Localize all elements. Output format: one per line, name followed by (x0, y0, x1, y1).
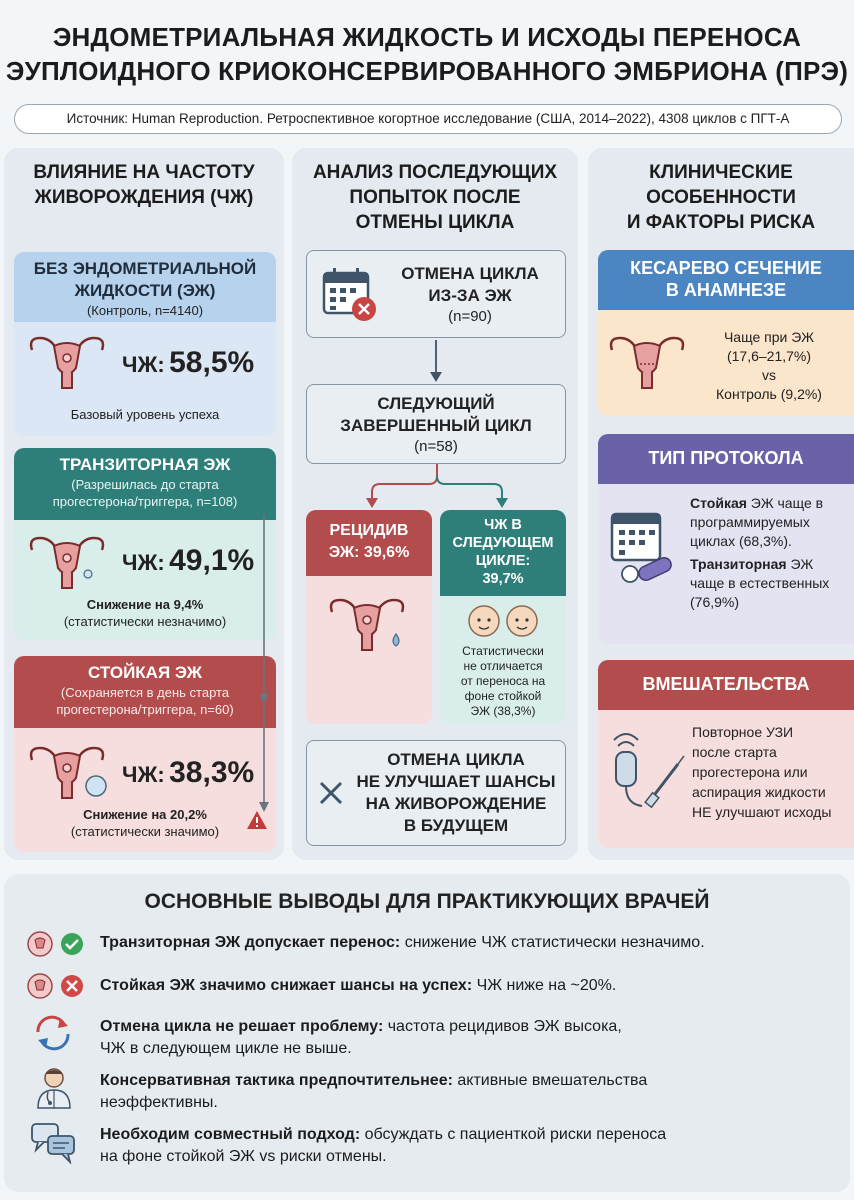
lbr-next-note2: не отличается (463, 659, 543, 673)
conclusion-3-text: частота рецидивов ЭЖ высока, (383, 1018, 622, 1035)
conclusion-5-bold: Необходим совместный подход: (100, 1126, 361, 1143)
left-heading-line2: ЖИВОРОЖДЕНИЯ (ЧЖ) (34, 187, 254, 208)
branch-arrows (352, 464, 522, 510)
cesarean-text1: Чаще при ЭЖ (723, 329, 815, 345)
page-title-line2: ЭУПЛОИДНОГО КРИОКОНСЕРВИРОВАННОГО ЭМБРИОНА (ПРЭ) (5, 56, 849, 86)
verdict-line2: НЕ УЛУЧШАЕТ ШАНСЫ (356, 772, 556, 791)
page-title (0, 20, 854, 88)
cesarean-card (598, 250, 854, 416)
persistent-sub-line1: (Сохраняется в день старта (60, 685, 230, 700)
interventions-text4: аспирация жидкости (692, 784, 826, 800)
middle-heading-line1: АНАЛИЗ ПОСЛЕДУЮЩИХ (312, 162, 558, 183)
interventions-card (598, 660, 854, 848)
uterus-relapse-icon (324, 590, 414, 660)
page-title-line1: ЭНДОМЕТРИАЛЬНАЯ ЖИДКОСТЬ И ИСХОДЫ ПЕРЕНОСА (52, 22, 802, 52)
lbr-next-note3: от переноса на (460, 674, 546, 688)
relapse-card (306, 510, 432, 724)
lbr-next-line1: ЧЖ В (484, 517, 522, 533)
middle-heading-line2: ПОПЫТОК ПОСЛЕ (349, 187, 521, 208)
no-fluid-note: Базовый уровень успеха (70, 407, 220, 422)
lbr-next-line3: ЦИКЛЕ: (475, 553, 531, 569)
right-heading-line2: ОСОБЕННОСТИ (646, 187, 796, 208)
cycle-arrows-icon (32, 1014, 74, 1052)
protocol-text6: (76,9%) (690, 594, 740, 610)
transient-note: (статистически незначимо) (63, 614, 227, 629)
interventions-text3: прогестерона или (692, 764, 808, 780)
ultrasound-probe-icon (608, 732, 688, 822)
uterus-cross-icon (26, 972, 88, 1000)
lbr-next-cycle-card (440, 510, 566, 724)
chat-bubbles-icon (30, 1120, 78, 1164)
conclusion-5-text: обсуждать с пациенткой риски переноса (360, 1126, 667, 1143)
uterus-check-icon (26, 930, 88, 958)
persistent-lbr-label: ЧЖ: (122, 762, 165, 787)
cancel-cycle-line2: ИЗ-ЗА ЭЖ (428, 286, 512, 305)
persistent-sub-line2: прогестерона/триггера, n=60) (56, 702, 234, 717)
right-column (588, 148, 854, 860)
card-no-fluid (14, 252, 276, 436)
conclusions-heading: ОСНОВНЫЕ ВЫВОДЫ ДЛЯ ПРАКТИКУЮЩИХ ВРАЧЕЙ (144, 890, 710, 913)
trend-arrow (256, 514, 272, 814)
verdict-line4: В БУДУЩЕМ (403, 816, 509, 835)
conclusion-2-bold: Стойкая ЭЖ значимо снижает шансы на успех: (100, 977, 473, 994)
no-fluid-lbr-value: 58,5% (169, 346, 255, 379)
transient-sub-line2: прогестерона/триггера, n=108) (52, 494, 238, 509)
cesarean-text4: Контроль (9,2%) (716, 386, 822, 402)
card-persistent (14, 656, 276, 852)
no-fluid-lbr-label: ЧЖ: (122, 352, 165, 377)
cancel-cycle-box (306, 250, 566, 338)
uterus-icon (24, 328, 110, 394)
cesarean-text3: vs (762, 367, 776, 383)
cross-icon (317, 779, 345, 807)
protocol-card (598, 434, 854, 644)
transient-title: ТРАНЗИТОРНАЯ ЭЖ (59, 455, 231, 474)
persistent-note-bold: Снижение на 20,2% (83, 807, 207, 822)
conclusion-4-bold: Консервативная тактика предпочтительнее: (100, 1072, 453, 1089)
interventions-text5: НЕ улучшают исходы (692, 804, 832, 820)
source-citation: Источник: Human Reproduction. Ретроспективное когортное исследование (США, 2014–2022), 4308 циклов с ПГТ-А (14, 104, 842, 134)
no-fluid-title-line2: ЖИДКОСТИ (ЭЖ) (74, 281, 216, 300)
conclusion-1-text: снижение ЧЖ статистически незначимо. (400, 934, 705, 951)
conclusion-item-1 (100, 932, 705, 954)
transient-note-bold: Снижение на 9,4% (86, 597, 204, 612)
protocol-transient-bold: Транзиторная (690, 556, 787, 572)
protocol-text2: программируемых (690, 514, 810, 530)
cancel-cycle-line1: ОТМЕНА ЦИКЛА (401, 264, 539, 283)
calendar-pills-icon (608, 506, 678, 586)
left-column (4, 148, 284, 860)
transient-lbr-value: 49,1% (169, 544, 255, 577)
conclusion-3-bold: Отмена цикла не решает проблему: (100, 1018, 384, 1035)
conclusion-1-bold: Транзиторная ЭЖ допускает перенос: (100, 934, 401, 951)
interventions-title: ВМЕШАТЕЛЬСТВА (642, 674, 810, 694)
relapse-line1: РЕЦИДИВ (329, 522, 409, 539)
protocol-title: ТИП ПРОТОКОЛА (648, 448, 804, 468)
relapse-line2: ЭЖ: 39,6% (328, 544, 410, 561)
uterus-scar-icon (604, 328, 690, 398)
card-transient (14, 448, 276, 640)
doctor-icon (34, 1066, 74, 1110)
babies-icon (464, 602, 544, 640)
protocol-text4: ЭЖ (786, 556, 814, 572)
no-fluid-title-line1: БЕЗ ЭНДОМЕТРИАЛЬНОЙ (33, 259, 257, 278)
next-cycle-line2: ЗАВЕРШЕННЫЙ ЦИКЛ (340, 416, 532, 435)
calendar-cancel-icon (321, 265, 379, 325)
middle-column-heading (292, 160, 578, 235)
conclusion-item-5 (100, 1124, 666, 1168)
left-heading-line1: ВЛИЯНИЕ НА ЧАСТОТУ (33, 162, 255, 183)
uterus-droplet-icon (24, 528, 110, 594)
conclusion-item-3 (100, 1016, 622, 1060)
no-fluid-subtitle: (Контроль, n=4140) (86, 303, 204, 318)
protocol-text1: ЭЖ чаще в (746, 495, 824, 511)
left-column-heading (4, 160, 284, 210)
right-heading-line1: КЛИНИЧЕСКИЕ (649, 162, 793, 183)
verdict-line1: ОТМЕНА ЦИКЛА (387, 750, 525, 769)
persistent-lbr-value: 38,3% (169, 756, 255, 789)
verdict-line3: НА ЖИВОРОЖДЕНИЕ (365, 794, 547, 813)
conclusion-5-line2: на фоне стойкой ЭЖ vs риски отмены. (100, 1148, 387, 1165)
transient-lbr-label: ЧЖ: (122, 550, 165, 575)
conclusion-4-text: активные вмешательства (452, 1072, 648, 1089)
next-cycle-box (306, 384, 566, 464)
right-column-heading (588, 160, 854, 235)
transient-sub-line1: (Разрешилась до старта (71, 477, 219, 492)
lbr-next-note5: ЭЖ (38,3%) (470, 704, 536, 718)
right-heading-line3: И ФАКТОРЫ РИСКА (626, 212, 816, 233)
conclusion-2-text: ЧЖ ниже на ~20%. (472, 977, 617, 994)
conclusion-4-line2: неэффективны. (100, 1094, 218, 1111)
interventions-text2: после старта (692, 744, 777, 760)
next-cycle-n: (n=58) (414, 438, 458, 455)
cesarean-title-line2: В АНАМНЕЗЕ (665, 280, 787, 300)
verdict-box (306, 740, 566, 846)
lbr-next-line2: СЛЕДУЮЩЕМ (452, 535, 554, 551)
lbr-next-note4: фоне стойкой (464, 689, 542, 703)
next-cycle-line1: СЛЕДУЮЩИЙ (377, 394, 495, 413)
conclusion-item-4 (100, 1070, 647, 1114)
cancel-cycle-n: (n=90) (448, 308, 492, 325)
persistent-title: СТОЙКАЯ ЭЖ (88, 663, 202, 682)
protocol-text5: чаще в естественных (690, 575, 830, 591)
uterus-fluid-icon (24, 738, 114, 804)
down-arrow-icon (429, 340, 443, 384)
cesarean-text2: (17,6–21,7%) (726, 348, 812, 364)
lbr-next-line4: 39,7% (482, 571, 524, 587)
conclusion-item-2 (100, 975, 616, 997)
persistent-note: (статистически значимо) (70, 824, 220, 839)
lbr-next-note1: Статистически (462, 644, 544, 658)
cesarean-title-line1: КЕСАРЕВО СЕЧЕНИЕ (630, 258, 822, 278)
middle-heading-line3: ОТМЕНЫ ЦИКЛА (355, 212, 515, 233)
protocol-persistent-bold: Стойкая (690, 495, 747, 511)
conclusion-3-line2: ЧЖ в следующем цикле не выше. (100, 1040, 352, 1057)
middle-column (292, 148, 578, 860)
interventions-text1: Повторное УЗИ (692, 724, 794, 740)
protocol-text3: циклах (68,3%). (690, 533, 792, 549)
